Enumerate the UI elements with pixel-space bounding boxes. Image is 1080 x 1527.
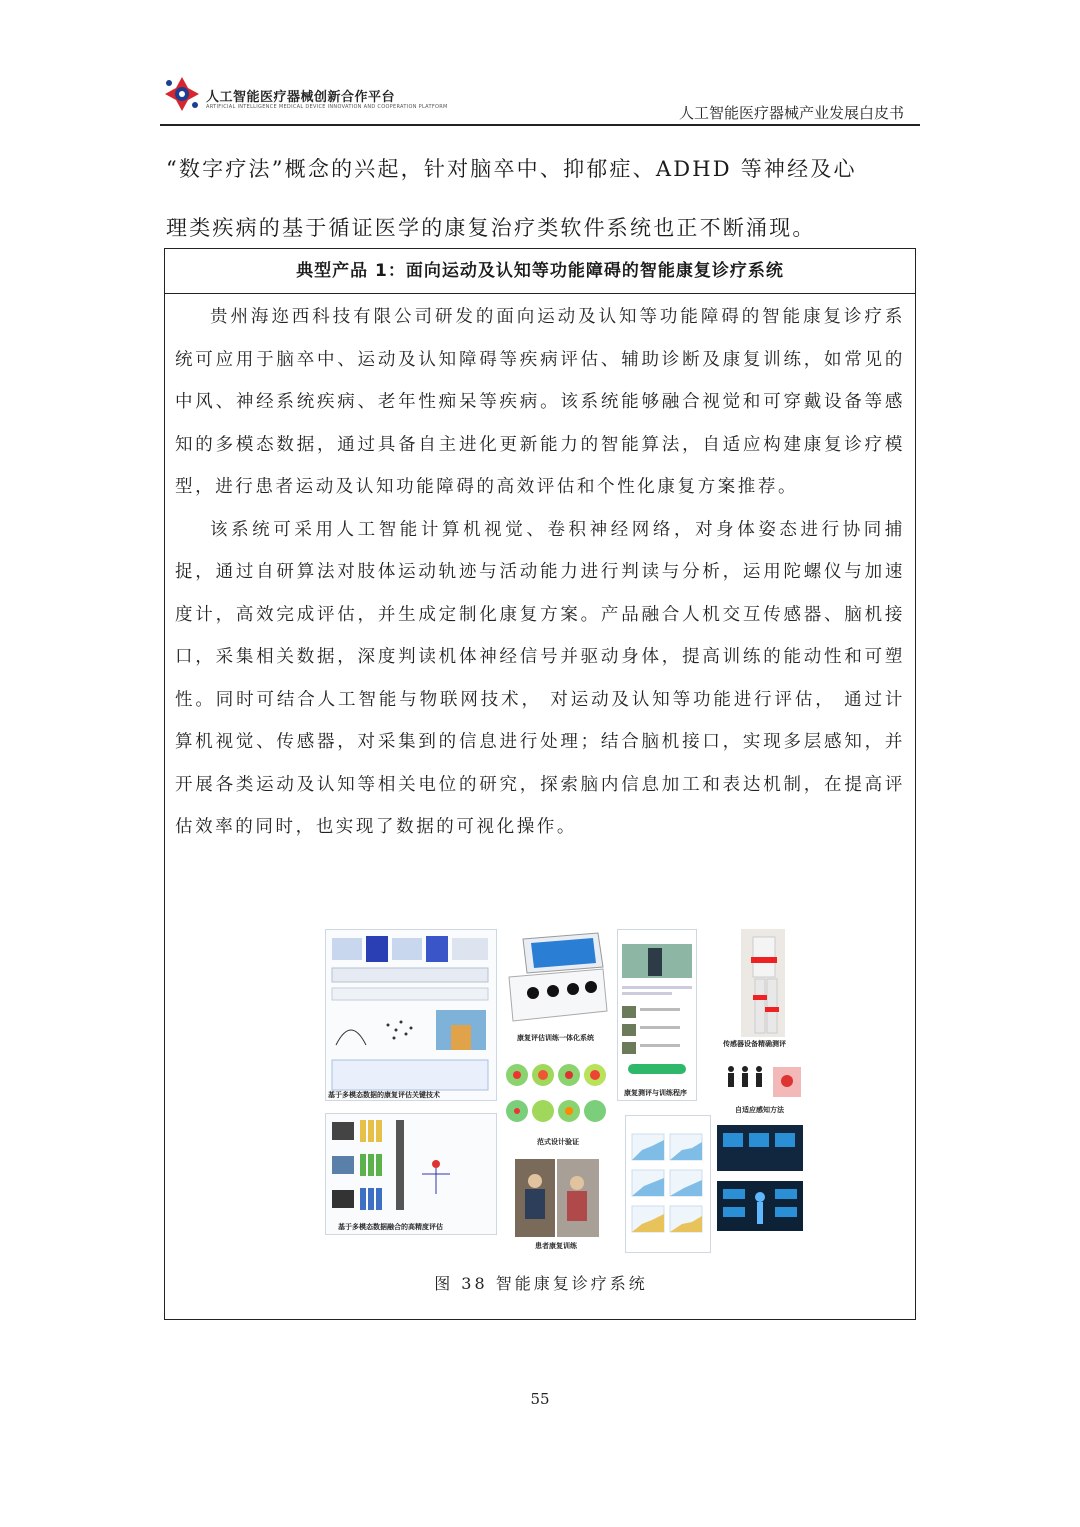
sensor-photo-icon	[721, 929, 805, 1039]
dashboard-icon	[715, 1123, 805, 1235]
intro-line-2: 理类疾病的基于循证医学的康复治疗类软件系统也正不断涌现。	[166, 216, 816, 240]
figure-panel-fusion	[325, 1113, 497, 1235]
chart-thumbnails-icon	[626, 1116, 710, 1252]
figure-panel-adaptive	[721, 1063, 805, 1117]
panel-h-label: 自适应感知方法	[735, 1106, 784, 1114]
figure-composite	[325, 929, 805, 1259]
figure-caption: 图 38 智能康复诊疗系统	[434, 1274, 648, 1293]
panel-e-label: 患者康复训练	[535, 1242, 577, 1250]
panel-g-label: 传感器设备精确测评	[723, 1040, 786, 1048]
figure-panel-app	[617, 929, 697, 1101]
org-name: 人工智能医疗器械创新合作平台	[206, 90, 396, 105]
figure-panel-sensor	[721, 929, 805, 1053]
figure-panel-paradigm	[503, 1057, 611, 1149]
document-title: 人工智能医疗器械产业发展白皮书	[678, 104, 904, 122]
page-number: 55	[530, 1390, 550, 1408]
figure-panel-device	[503, 929, 611, 1044]
training-photo-icon	[515, 1159, 599, 1239]
org-subtitle: ARTIFICIAL INTELLIGENCE MEDICAL DEVICE INNOVATION AND COOPERATION PLATFORM	[206, 104, 448, 110]
app-screen-icon	[618, 930, 696, 1080]
panel-f-label: 康复测评与训练程序	[624, 1089, 687, 1097]
intro-line-1: “数字疗法”概念的兴起，针对脑卒中、抑郁症、ADHD 等神经及心	[166, 157, 857, 181]
figure-panel-key-tech	[325, 929, 497, 1101]
platform-logo-icon	[162, 74, 202, 114]
figure-panel-training	[515, 1159, 599, 1251]
device-photo-icon	[503, 929, 611, 1029]
posture-figures-icon	[721, 1063, 805, 1105]
figure-panel-charts	[625, 1115, 711, 1253]
intro-paragraph	[166, 140, 918, 258]
product-paragraph-2: 该系统可采用人工智能计算机视觉、卷积神经网络，对身体姿态进行协同捕捉，通过自研算法对肢体运动轨迹与活动能力进行判读与分析，运用陀螺仪与加速度计，高效完成评估，并生成定制化康复方案。产品融合人机交互传感器、脑机接口，采集相关数据，深度判读机体神经信号并驱动身体，提高训练的能动性和可塑性。同时可结合人工智能与物联网技术， 对运动及认知等功能进行评估， 通过计算机视觉、传感器，对采集到的信息进行处理；结合脑机接口，实现多层感知，并开展各类运动及认知等相关电位的研究，探索脑内信息加工和表达机制，在提高评估效率的同时，也实现了数据的可视化操作。	[175, 519, 905, 837]
fusion-network-icon	[326, 1114, 496, 1224]
product-box-title: 典型产品 1：面向运动及认知等功能障碍的智能康复诊疗系统	[165, 249, 915, 294]
panel-d-label: 范式设计验证	[537, 1138, 579, 1146]
figure-panel-dashboard	[715, 1123, 805, 1235]
product-paragraph-1: 贵州海迩西科技有限公司研发的面向运动及认知等功能障碍的智能康复诊疗系统可应用于脑卒中、运动及认知障碍等疾病评估、辅助诊断及康复训练，如常见的中风、神经系统疾病、老年性痴呆等疾病。该系统能够融合视觉和可穿戴设备等感知的多模态数据，通过具备自主进化更新能力的智能算法，自适应构建康复诊疗模型，进行患者运动及认知功能障碍的高效评估和个性化康复方案推荐。	[175, 307, 905, 497]
page-header	[160, 72, 920, 126]
brain-heatmap-icon	[503, 1057, 611, 1137]
panel-c-label: 康复评估训练一体化系统	[517, 1034, 594, 1042]
panel-b-label: 基于多模态数据融合的高精度评估	[338, 1223, 443, 1231]
panel-a-label: 基于多模态数据的康复评估关键技术	[328, 1091, 440, 1099]
product-box	[164, 248, 916, 1320]
header-divider	[160, 124, 920, 126]
product-box-body	[165, 296, 915, 849]
network-diagram-icon	[326, 930, 496, 1100]
